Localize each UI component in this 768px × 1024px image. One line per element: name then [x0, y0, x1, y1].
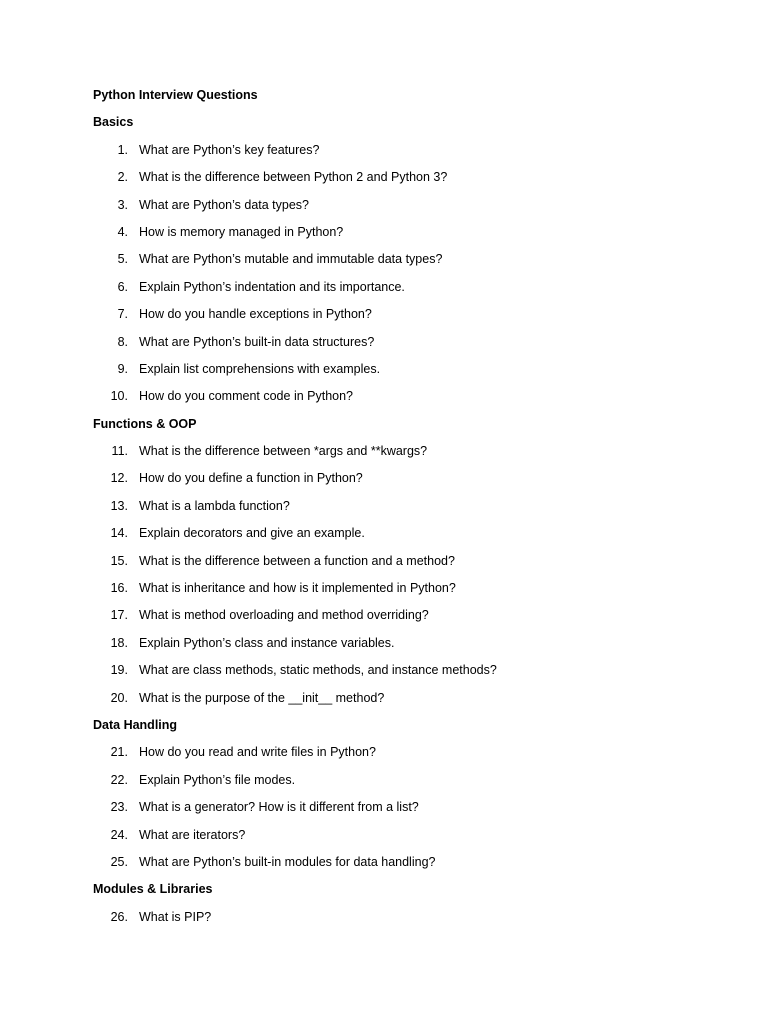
section-heading: Functions & OOP [93, 416, 197, 431]
list-item-number: 6. [117, 279, 128, 294]
list-item-text: What is a generator? How is it different from a list? [139, 800, 419, 815]
list-item-number: 22. [110, 772, 128, 787]
list-item-number: 25. [110, 854, 128, 869]
list-item-number: 5. [117, 252, 128, 267]
list-item-number: 21. [110, 745, 128, 760]
list-item-number: 2. [117, 170, 128, 185]
list-item [93, 525, 713, 552]
list-item-number: 16. [110, 581, 128, 596]
list-item [93, 553, 713, 580]
list-item-number: 4. [117, 224, 128, 239]
list-item [93, 169, 713, 196]
list-item [93, 799, 713, 826]
list-item-text: What is a lambda function? [139, 498, 290, 513]
list-item-number: 20. [110, 690, 128, 705]
list-item-number: 24. [110, 827, 128, 842]
list-item [93, 361, 713, 388]
document-title: Python Interview Questions [93, 88, 258, 102]
list-item-number: 26. [110, 909, 128, 924]
list-item [93, 827, 713, 854]
list-item-text: What is the difference between Python 2 and Python 3? [139, 170, 448, 185]
list-item [93, 388, 713, 415]
list-item-text: What is the difference between *args and **kwargs? [139, 444, 428, 459]
list-item [93, 306, 713, 333]
list-item-text: How do you read and write files in Python? [139, 745, 376, 760]
list-item [93, 690, 713, 717]
list-item [93, 498, 713, 525]
list-item-text: What is inheritance and how is it implemented in Python? [139, 581, 456, 596]
list-item-text: Explain list comprehensions with examples. [139, 361, 381, 376]
list-item-number: 8. [117, 334, 128, 349]
question-list [93, 142, 713, 416]
list-item-number: 1. [117, 142, 128, 157]
list-item-text: What are iterators? [139, 827, 246, 842]
list-item-text: What are Python’s built-in modules for data handling? [139, 854, 436, 869]
list-item [93, 197, 713, 224]
list-item-number: 7. [117, 307, 128, 322]
list-item-number: 11. [111, 444, 128, 459]
list-item-text: How is memory managed in Python? [139, 224, 344, 239]
list-item-text: How do you handle exceptions in Python? [139, 307, 372, 322]
list-item-text: Explain Python’s indentation and its importance. [139, 279, 405, 294]
list-item-number: 12. [110, 471, 128, 486]
list-item [93, 224, 713, 251]
list-item-number: 10. [110, 389, 128, 404]
list-item [93, 580, 713, 607]
list-item [93, 854, 713, 881]
question-list [93, 443, 713, 717]
list-item-text: Explain Python’s class and instance variables. [139, 635, 395, 650]
list-item [93, 772, 713, 799]
list-item-text: What is the difference between a function and a method? [139, 553, 455, 568]
list-item-text: Explain Python’s file modes. [139, 772, 296, 787]
list-item [93, 334, 713, 361]
list-item-number: 14. [110, 526, 128, 541]
list-item-number: 13. [110, 498, 128, 513]
question-list [93, 744, 713, 881]
list-item-text: How do you define a function in Python? [139, 471, 363, 486]
list-item-text: What are Python’s mutable and immutable data types? [139, 252, 443, 267]
list-item-text: What is the purpose of the __init__ method? [139, 690, 385, 705]
list-item-text: What is PIP? [139, 909, 212, 924]
list-item [93, 635, 713, 662]
list-item-text: What are Python’s built-in data structures? [139, 334, 375, 349]
list-item-text: How do you comment code in Python? [139, 389, 354, 404]
list-item-number: 18. [110, 635, 128, 650]
list-item-text: Explain decorators and give an example. [139, 526, 365, 541]
list-item [93, 607, 713, 634]
list-item-number: 19. [110, 663, 128, 678]
list-item-number: 23. [110, 800, 128, 815]
section-heading: Basics [93, 115, 134, 130]
list-item [93, 279, 713, 306]
sections-container [93, 114, 713, 936]
document-body [93, 87, 713, 936]
list-item [93, 662, 713, 689]
list-item-number: 17. [110, 608, 128, 623]
list-item [93, 142, 713, 169]
list-item [93, 470, 713, 497]
list-item-text: What are class methods, static methods, and instance methods? [139, 663, 497, 678]
list-item [93, 251, 713, 278]
list-item-number: 3. [117, 197, 128, 212]
list-item-number: 9. [117, 361, 128, 376]
list-item-text: What is method overloading and method overriding? [139, 608, 429, 623]
list-item-text: What are Python’s key features? [139, 142, 320, 157]
list-item [93, 909, 713, 936]
list-item-text: What are Python’s data types? [139, 197, 310, 212]
list-item-number: 15. [110, 553, 128, 568]
question-list [93, 909, 713, 936]
list-item [93, 744, 713, 771]
list-item [93, 443, 713, 470]
section-heading: Data Handling [93, 717, 178, 732]
section-heading: Modules & Libraries [93, 882, 213, 897]
